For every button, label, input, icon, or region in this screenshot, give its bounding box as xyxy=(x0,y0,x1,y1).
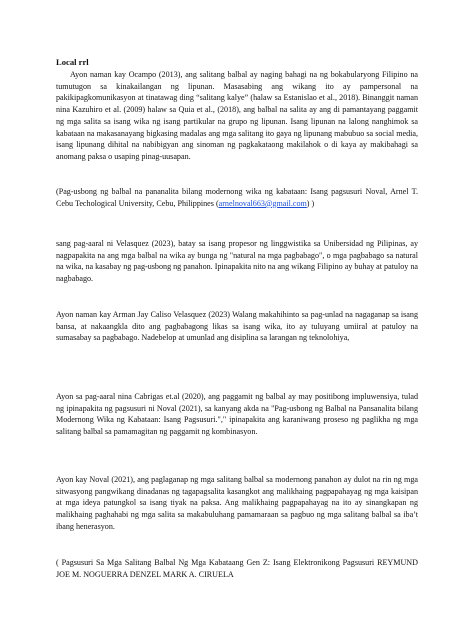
citation-noguerra: ( Pagsusuri Sa Mga Salitang Balbal Ng Mga Kabataang Gen Z: Isang Elektronikong Pagsusuri REYMUND JOE M. NOGUERRA DENZEL MARK A. CIRUELA xyxy=(56,558,418,579)
section-heading: Local rrl xyxy=(56,57,89,67)
paragraph-arman-velasquez: Ayon naman kay Arman Jay Caliso Velasquez (2023) Walang makahihinto sa pag-unlad na nagaganap sa isang bansa, at nakaangkla dito ang pagbabagong likas sa isang wika, ito ay tuluyang umiiral at patuloy na sumasabay sa pagbabago. Nadebelop at umunlad ang disiplina sa larangan ng teknolohiya, xyxy=(56,310,418,343)
citation-close: ) ) xyxy=(306,198,315,208)
paragraph-cabrigas: Ayon sa pag-aaral nina Cabrigas et.al (2020), ang paggamit ng balbal ay may positibong impluwensiya, tulad ng ipinapakita ng pagsusuri ni Noval (2021), sa kanyang akda na "Pag-usbong ng Balbal na Pansanalita bilang Modernong Wika ng Kabataan: Isang Pagsusuri."," ipinapakita ang karaniwang proseso ng paglikha ng mga salitang balbal sa pamamagitan ng paggamit ng kombinasyon. xyxy=(56,392,418,437)
citation-text: (Pag-usbong ng balbal na pananalita bilang modernong wika ng kabataan: Isang pagsusuri Noval, Arnel T. Cebu Techological University, Cebu, Philippines ( xyxy=(56,187,418,208)
email-link[interactable]: arnelnoval663@gmail.com xyxy=(218,198,307,208)
paragraph-noval: Ayon kay Noval (2021), ang paglaganap ng mga salitang balbal sa modernong panahon ay dulot na rin ng mga sitwasyong pangwikang dinadanas ng tagapagsalita kasangkot ang malikhaing pagpapahayag ng mga kaisipan at mga ideya patungkol sa isang tiyak na paksa. Ang malikhaing pagpapahayag na ito ay sinangkapan ng malikhaing paghahabi ng mga salita sa makabuluhang pamamaraan sa pagbuo ng mga salitang balbal sa iba’t ibang henerasyon. xyxy=(56,475,418,531)
paragraph-ocampo: Ayon naman kay Ocampo (2013), ang salitang balbal ay naging bahagi na ng bokabularyong Filipino na tumutugon sa kinakailangan ng lipunan. Masasabing ang wikang ito ay pampersonal na pakikipagkomunikasyon at tinatawag ding “salitang kalye” (halaw sa Estanislao et al., 2018). Binanggit naman nina Kazuhiro et al. (2009) halaw sa Quia et al., (2018), ang balbal na salita ay ang di pamantayang paggamit ng mga salita sa isang wika ng isang partikular na grupo ng lipunan. Isang lipunan na lalong nanghimok sa kabataan na makasanayang bigkasing madalas ang mga salitang ito gaya ng lipunang mabubuo sa social media, isang lipunang dihital na nabibigyan ang sinoman ng pagkakataong makilahok o di kaya ay makibahagi sa anomang paksa o usaping pinag-uusapan. xyxy=(56,70,418,161)
paragraph-velasquez: sang pag-aaral ni Velasquez (2023), batay sa isang propesor ng linggwistika sa Unibersidad ng Pilipinas, ay nagpapakita na ang mga balbal na wika ay bunga ng "natural na mga pagbabago", o mga pagbabago sa natural na wika, na kasabay ng pag-usbong ng panahon. Ipinapakita nito na ang wikang Filipino ay buhay at patuloy na nagbabago. xyxy=(56,239,418,284)
citation-noval xyxy=(56,186,418,209)
